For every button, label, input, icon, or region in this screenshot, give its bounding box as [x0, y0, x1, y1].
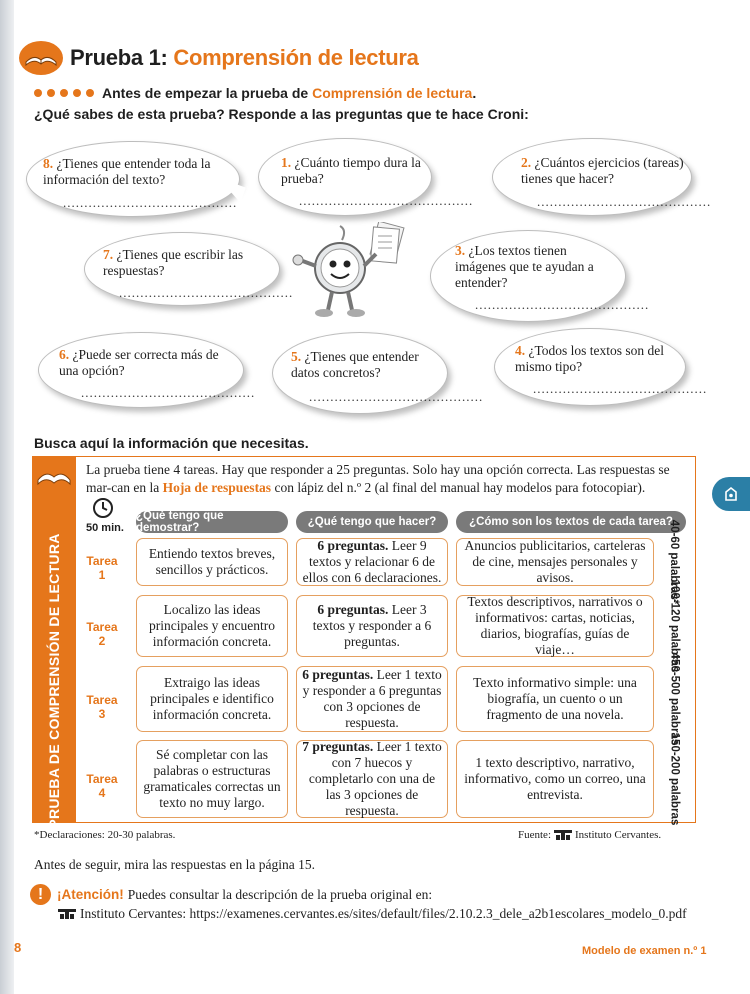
word-count-label: 450-500 palabras	[668, 652, 681, 746]
side-tab[interactable]	[712, 477, 750, 511]
bubble-num: 6.	[59, 347, 70, 362]
tarea-label: Tarea 3	[86, 693, 118, 721]
source-label: Fuente:	[518, 829, 551, 841]
before-highlight: Comprensión de lectura	[312, 85, 473, 101]
source-line	[518, 829, 661, 841]
bubble-text: ¿Los textos tienen imágenes que te ayudan a entender?	[455, 243, 594, 290]
cell-hacer	[296, 595, 448, 657]
answer-line[interactable]: .........................................	[309, 389, 484, 404]
task-text: Leer 3 textos y responder a 6 preguntas.	[312, 602, 432, 649]
desc-part-a: La prueba tiene 4 tareas. Hay que responder a 25 preguntas. Solo hay una opción correcta. Las respuestas se mar-can en la	[86, 462, 670, 495]
bubble-6	[38, 332, 256, 408]
cell-demostrar: Extraigo las ideas principales e identifico información concreta.	[136, 666, 288, 732]
cell-demostrar: Localizo las ideas principales y encuentro información concreta.	[136, 595, 288, 657]
test-label: Prueba 1:	[70, 45, 168, 70]
bubble-text: ¿Cuánto tiempo dura la prueba?	[281, 155, 421, 186]
intro-question: ¿Qué sabes de esta prueba? Responde a las preguntas que te hace Croni:	[34, 106, 529, 122]
word-count-label: 150-200 palabras	[668, 732, 681, 826]
tab-icon	[724, 487, 738, 501]
word-count	[658, 732, 690, 826]
bubble-text: ¿Cuántos ejercicios (tareas) tienes que hacer?	[521, 155, 684, 186]
cell-hacer	[296, 666, 448, 732]
source-org: Instituto Cervantes.	[575, 829, 662, 841]
word-count-label: 100-120 palabras	[668, 579, 681, 673]
answer-line[interactable]: .........................................	[533, 381, 708, 396]
question-count: 6 preguntas.	[302, 667, 374, 682]
page-number: 8	[14, 940, 22, 955]
section-sidebar	[32, 456, 76, 829]
task-text: Leer 1 texto con 7 huecos y completarlo con una de las 3 opciones de respuesta.	[308, 739, 442, 818]
bubble-text: ¿Tienes que entender datos concretos?	[291, 349, 419, 380]
bubble-2	[492, 138, 712, 216]
running-footer: Modelo de examen n.º 1	[582, 945, 707, 957]
word-count-label: 40-60 palabras*	[668, 519, 681, 605]
reference-url[interactable]: Instituto Cervantes: https://examenes.cervantes.es/sites/default/files/2.10.2.3_dele_a2b1escolares_modelo_0.pdf	[80, 906, 687, 921]
before-text: Antes de empezar la prueba de	[102, 85, 309, 101]
answer-line[interactable]: .........................................	[475, 297, 650, 312]
open-book-icon	[18, 40, 64, 76]
bubble-num: 4.	[515, 343, 526, 358]
attention-line	[30, 884, 432, 905]
word-count	[658, 579, 690, 673]
bubble-text: ¿Todos los textos son del mismo tipo?	[515, 343, 665, 374]
bubble-num: 7.	[103, 247, 114, 262]
task-text: Leer 1 texto y responder a 6 preguntas con 3 opciones de respuesta.	[302, 667, 442, 730]
time-label: 50 min.	[86, 522, 124, 534]
page-edge	[0, 0, 14, 994]
bubble-num: 3.	[455, 243, 466, 258]
tarea-label: Tarea 2	[86, 620, 118, 648]
before-end: .	[472, 85, 477, 101]
exclamation-icon: !	[30, 884, 51, 905]
cell-textos: 1 texto descriptivo, narrativo, informativo, como un correo, una entrevista.	[456, 740, 654, 818]
bullet-dots	[34, 89, 94, 97]
answers-note: Antes de seguir, mira las respuestas en la página 15.	[34, 857, 316, 872]
tarea-label: Tarea 4	[86, 772, 118, 800]
word-count	[658, 652, 690, 746]
before-line	[34, 85, 476, 101]
bubble-4	[494, 328, 708, 406]
url-line	[58, 906, 687, 922]
instituto-cervantes-logo-icon	[554, 830, 572, 840]
page-title: Comprensión de lectura	[173, 45, 419, 70]
column-header-hacer: ¿Qué tengo que hacer?	[296, 511, 448, 533]
bubble-text: ¿Puede ser correcta más de una opción?	[59, 347, 219, 378]
open-book-icon	[34, 462, 74, 494]
cell-hacer	[296, 538, 448, 586]
bubble-text: ¿Tienes que escribir las respuestas?	[103, 247, 244, 278]
bubble-num: 1.	[281, 155, 292, 170]
cell-demostrar: Entiendo textos breves, sencillos y prácticos.	[136, 538, 288, 586]
cell-textos: Texto informativo simple: una biografía, un cuento o un fragmento de una novela.	[456, 666, 654, 732]
question-count: 6 preguntas.	[317, 602, 389, 617]
time-block	[86, 497, 124, 534]
answer-line[interactable]: .........................................	[81, 385, 256, 400]
desc-part-b: con lápiz del n.º 2 (al final del manual hay modelos para fotocopiar).	[274, 480, 646, 495]
bubble-1	[258, 138, 474, 216]
cell-textos: Anuncios publicitarios, carteleras de cine, mensajes personales y avisos.	[456, 538, 654, 586]
answer-line[interactable]: .........................................	[299, 193, 474, 208]
tarea-label: Tarea 1	[86, 554, 118, 582]
answer-sheet-link: Hoja de respuestas	[162, 480, 272, 495]
section-heading: Busca aquí la información que necesitas.	[34, 435, 309, 451]
bubble-5	[272, 332, 484, 414]
section-description	[86, 461, 691, 497]
cell-demostrar: Sé completar con las palabras o estructuras gramaticales correctas un texto no muy largo.	[136, 740, 288, 818]
bubble-8	[26, 141, 240, 217]
attention-text: Puedes consultar la descripción de la prueba original en:	[127, 886, 433, 902]
column-header-demostrar: ¿Qué tengo que demostrar?	[136, 511, 288, 533]
bubble-num: 8.	[43, 156, 54, 171]
column-header-textos: ¿Cómo son los textos de cada tarea?	[456, 511, 686, 533]
sidebar-label: PRUEBA DE COMPRENSIÓN DE LECTURA	[46, 533, 62, 829]
cell-hacer	[296, 740, 448, 818]
clock-icon	[92, 497, 114, 519]
title-row	[18, 40, 419, 76]
instituto-cervantes-logo-icon	[58, 909, 76, 919]
bubble-text: ¿Tienes que entender toda la información del texto?	[43, 156, 211, 187]
bubble-num: 5.	[291, 349, 302, 364]
answer-line[interactable]: .........................................	[537, 194, 712, 209]
bubble-3	[430, 230, 650, 322]
question-count: 6 preguntas.	[317, 538, 389, 553]
bubble-num: 2.	[521, 155, 532, 170]
task-text: Leer 9 textos y relacionar 6 de ellos con 6 declaraciones.	[302, 538, 442, 585]
footnote: *Declaraciones: 20-30 palabras.	[34, 829, 176, 841]
croni-robot-icon	[292, 222, 412, 322]
question-count: 7 preguntas.	[302, 739, 374, 754]
cell-textos: Textos descriptivos, narrativos o informativos: cartas, noticias, diarios, biografías, guías de viaje…	[456, 595, 654, 657]
attention-label: ¡Atención!	[57, 887, 124, 902]
bubble-7	[84, 232, 294, 306]
answer-line[interactable]: .........................................	[63, 195, 238, 210]
answer-line[interactable]: .........................................	[119, 285, 294, 300]
